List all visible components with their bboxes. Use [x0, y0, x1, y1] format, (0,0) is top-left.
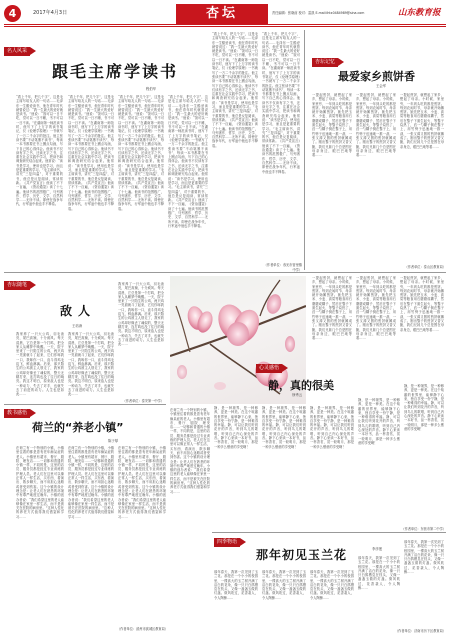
article-5-title: 静，真的很美	[268, 379, 334, 392]
column-tag-5: 心灵感悟	[256, 364, 282, 373]
article-6-body-col4: 那年春天，我第一次见到了玉兰花。那是在一个小小的校园里，一棵高大的玉兰树开满了洁白的花朵，像一只只白鸽栖息在枝头，又像一盏盏玉做的灯盏。微风吹过，花香袭人，令人陶醉……	[358, 556, 400, 591]
section-title: 杏坛	[205, 6, 238, 21]
article-5-body-col2: 静，是一种境界，是一种修养，更是一种美。在这个喧嚣的世界里，能够静下心来，独自享受一份宁静，是一种难得的幸福。静，可以让我们听到花开的声音，听到鸟儿的歌唱，听到自己内心深处的声音。静下心来读一本好书，品一杯香茗，赏一轮明月，那是一种多么惬意的享受啊！	[262, 406, 306, 449]
horizontal-divider-1	[4, 272, 446, 273]
article-6-body-col3: 那年春天，我第一次见到了玉兰花。那是在一个小小的校园里，一棵高大的玉兰树开满了洁白的花朵，像一只只白鸽栖息在枝头，又像一盏盏玉做的灯盏。微风吹过，花香袭人，令人陶醉……	[310, 570, 354, 600]
issue-date: 2017年4月3日	[33, 10, 68, 16]
page-number-badge	[4, 5, 21, 22]
article-4-title: 最爱家乡煎饼香	[338, 70, 415, 83]
column-tag-6: 四季物语	[214, 538, 240, 547]
article-6-ending: （作者单位：济南市历下区教育局）	[395, 629, 446, 633]
article-4-continued-3: 一提起煎饼，就想起了家乡，想起了母亲。小时候，家里穷，一年到头吃的都是煎饼。每到农闲时节，母亲就开始摊煎饼。她先把玉米、小麦、高粱等粮食用石磨磨成糊子，然后在鏊子下面生起火，等鏊子烧热了，舀一勺糊子倒在鏊子上，用竹劈子迅速地一推一刮，一张又薄又圆的煎饼就摊成了。刚出鏊子的煎饼又香又脆，我们兄妹几个总是围在母亲身边，眼巴巴地等着……	[400, 276, 444, 332]
article-4-body-col2: 一提起煎饼，就想起了家乡，想起了母亲。小时候，家里穷，一年到头吃的都是煎饼。每到农闲时节，母亲就开始摊煎饼。她先把玉米、小麦、高粱等粮食用石磨磨成糊子，然后在鏊子下面生起火，等鏊子烧热了，舀一勺糊子倒在鏊子上，用竹劈子迅速地一推一刮，一张又薄又圆的煎饼就摊成了。刚出鏊子的煎饼又香又脆，我们兄妹几个总是围在母亲身边，眼巴巴地等着……	[356, 93, 396, 158]
article-4-ending: （作者单位：泰山区教育局）	[404, 265, 446, 269]
article-5-body-col1: 静，是一种境界，是一种修养，更是一种美。在这个喧嚣的世界里，能够静下心来，独自享受一份宁静，是一种难得的幸福。静，可以让我们听到花开的声音，听到鸟儿的歌唱，听到自己内心深处的声音。静下心来读一本好书，品一杯香茗，赏一轮明月，那是一种多么惬意的享受啊！	[214, 406, 258, 449]
article-5-body-col4: 静，是一种境界，是一种修养，更是一种美。在这个喧嚣的世界里，能够静下心来，独自享受一份宁静，是一种难得的幸福。静，可以让我们听到花开的声音，听到鸟儿的歌唱，听到自己内心深处的声音。静下心来读一本好书，品一杯香茗，赏一轮明月，那是一种多么惬意的享受啊！	[358, 398, 400, 445]
article-5-author: 徐秀云	[292, 393, 303, 397]
horizontal-divider-3	[212, 532, 446, 533]
article-4-continued-2: 一提起煎饼，就想起了家乡，想起了母亲。小时候，家里穷，一年到头吃的都是煎饼。每到农闲时节，母亲就开始摊煎饼。她先把玉米、小麦、高粱等粮食用石磨磨成糊子，然后在鏊子下面生起火，等鏊子烧热了，舀一勺糊子倒在鏊子上，用竹劈子迅速地一推一刮，一张又薄又圆的煎饼就摊成了。刚出鏊子的煎饼又香又脆，我们兄妹几个总是围在母亲身边，眼巴巴地等着……	[356, 276, 396, 341]
article-6-body-col2: 那年春天，我第一次见到了玉兰花。那是在一个小小的校园里，一棵高大的玉兰树开满了洁白的花朵，像一只只白鸽栖息在枝头，又像一盏盏玉做的灯盏。微风吹过，花香袭人，令人陶醉……	[262, 570, 306, 600]
masthead-logo	[398, 6, 441, 18]
article-2-author: 王培涛	[72, 324, 83, 328]
article-1-ending: （作者单位：寿光市营里镇中学）	[263, 263, 302, 272]
page-number: 4	[8, 7, 17, 20]
editor-info: 责任编辑：张晓前 校对：雷凯 E-mail:lhtx0484989@sina.com	[272, 11, 365, 15]
article-1-body-col2: “看上千年，把几个字”，这是毛主席写给友人的一句话……毛泽东一生酷爱读书，他在青年时代就曾说过：“我一生最大的爱好就是读书。”他说：“饭可以一日不吃，觉可以一日不睡，书不可以一日不读。”在湖南第一师范读书时，他写下了上万字的读书笔记，仅《伦理学原理》一书就写了一万二千余字的批注。他主张读书要“不动笔墨不读书”，每读一本书都要在书上圈点勾画，写下自己的心得体会。他读书不仅读有字之书，还读无字之书，注重在社会实践中学习，把读书和调查研究结合起来。他常说：“读书是学习，使用也是学习，而且是更重要的学习。”毛主席读书，讲究“三复四温”，对于重要的书，他总是反复阅读，常读常新。《共产党宣言》他读了不下一百遍，《资治通鉴》读了十七遍。他读书的范围极广，马列著作、哲学、历史、文学、自然科学……无所不读。即使在战争年代，行军途中他也手不释卷。	[68, 95, 114, 211]
article-3-ending: （作者单位：滨州市滨城区教育局）	[117, 627, 168, 631]
article-1-body-col6: “看上千年，把几个字”，这是毛主席写给友人的一句话……毛泽东一生酷爱读书，他在青年时代就曾说过：“我一生最大的爱好就是读书。”他说：“饭可以一日不吃，觉可以一日不睡，书不可以一日不读。”在湖南第一师范读书时，他写下了上万字的读书笔记，仅《伦理学原理》一书就写了一万二千余字的批注。他主张读书要“不动笔墨不读书”，每读一本书都要在书上圈点勾画，写下自己的心得体会。他读书不仅读有字之书，还读无字之书，注重在社会实践中学习，把读书和调查研究结合起来。他常说：“读书是学习，使用也是学习，而且是更重要的学习。”毛主席读书，讲究“三复四温”，对于重要的书，他总是反复阅读，常读常新。《共产党宣言》他读了不下一百遍，《资治通鉴》读了十七遍。他读书的范围极广，马列著作、哲学、历史、文学、自然科学……无所不读。即使在战争年代，行军途中他也手不释卷。	[262, 32, 300, 174]
article-3-body-col3: 在荷兰有一个特别的小镇，小镇里住着的都是患有老年痴呆症的老人。小镇里有超市、餐厅、剧院、理发店……一切都和普通的小镇一样，不同的是，这里的店员、服务员都是经过专业训练的护理人员。老人们在这里可以像正常人一样生活，买东西、看演出、散步聊天，而不用担心迷路或者受到伤害。这个小镇的设计理念是：让老人们在熟悉的环境中有尊严地度过晚年。小镇的创办者说：“我们希望这里的老人能够像在家里一样生活，而不是被关在医院的病房里。”这种人性化的养老方式值得我们借鉴和学习……	[118, 446, 166, 519]
horizontal-divider-2	[4, 404, 166, 405]
article-4-author: 王会军	[376, 84, 387, 88]
header-rule-thin	[4, 26, 446, 27]
article-3-author: 陈子厚	[108, 439, 119, 443]
vertical-divider-1	[304, 30, 305, 270]
article-1-body-col5: “看上千年，把几个字”，这是毛主席写给友人的一句话……毛泽东一生酷爱读书，他在青年时代就曾说过：“我一生最大的爱好就是读书。”他说：“饭可以一日不吃，觉可以一日不睡，书不可以一日不读。”在湖南第一师范读书时，他写下了上万字的读书笔记，仅《伦理学原理》一书就写了一万二千余字的批注。他主张读书要“不动笔墨不读书”，每读一本书都要在书上圈点勾画，写下自己的心得体会。他读书不仅读有字之书，还读无字之书，注重在社会实践中学习，把读书和调查研究结合起来。他常说：“读书是学习，使用也是学习，而且是更重要的学习。”毛主席读书，讲究“三复四温”，对于重要的书，他总是反复阅读，常读常新。《共产党宣言》他读了不下一百遍，《资治通鉴》读了十七遍。他读书的范围极广，马列著作、哲学、历史、文学、自然科学……无所不读。即使在战争年代，行军途中他也手不释卷。	[212, 32, 258, 148]
article-1-body-col1: “看上千年，把几个字”，这是毛主席写给友人的一句话……毛泽东一生酷爱读书，他在青年时代就曾说过：“我一生最大的爱好就是读书。”他说：“饭可以一日不吃，觉可以一日不睡，书不可以一日不读。”在湖南第一师范读书时，他写下了上万字的读书笔记，仅《伦理学原理》一书就写了一万二千余字的批注。他主张读书要“不动笔墨不读书”，每读一本书都要在书上圈点勾画，写下自己的心得体会。他读书不仅读有字之书，还读无字之书，注重在社会实践中学习，把读书和调查研究结合起来。他常说：“读书是学习，使用也是学习，而且是更重要的学习。”毛主席读书，讲究“三复四温”，对于重要的书，他总是反复阅读，常读常新。《共产党宣言》他读了不下一百遍，《资治通鉴》读了十七遍。他读书的范围极广，马列著作、哲学、历史、文学、自然科学……无所不读。即使在战争年代，行军途中他也手不释卷。	[16, 95, 63, 207]
article-4-body-col3: 一提起煎饼，就想起了家乡，想起了母亲。小时候，家里穷，一年到头吃的都是煎饼。每到农闲时节，母亲就开始摊煎饼。她先把玉米、小麦、高粱等粮食用石磨磨成糊子，然后在鏊子下面生起火，等鏊子烧热了，舀一勺糊子倒在鏊子上，用竹劈子迅速地一推一刮，一张又薄又圆的煎饼就摊成了。刚出鏊子的煎饼又香又脆，我们兄妹几个总是围在母亲身边，眼巴巴地等着……	[400, 93, 444, 149]
article-3-title: 荷兰的“养老小镇”	[32, 421, 124, 434]
article-3-col-mid1: 在荷兰有一个特别的小镇，小镇里住着的都是患有老年痴呆症的老人。小镇里有超市、餐厅、剧院、理发店……一切都和普通的小镇一样，不同的是，这里的店员、服务员都是经过专业训练的护理人员。老人们在这里可以像正常人一样生活，买东西、看演出、散步聊天，而不用担心迷路或者受到伤害。这个小镇的设计理念是：让老人们在熟悉的环境中有尊严地度过晚年。小镇的创办者说：“我们希望这里的老人能够像在家里一样生活，而不是被关在医院的病房里。”这种人性化的养老方式值得我们借鉴和学习……	[170, 408, 210, 494]
article-1-title: 跟毛主席学读书	[52, 62, 179, 81]
article-2-body-col3: 我家养了一只大公鸡，羽毛油亮，尾巴高翘，十分威风。每天清晨，它总是第一个打鸣，把全家人从睡梦中唤醒。一天，院子里来了一只陌生的公鸡，两只鸡一见面就斗了起来，它们你啄我一口，我啄你一口，直斗得鸡毛乱飞，鲜血淋漓。后来，那只陌生的公鸡被主人领走了，我家的公鸡却好像丢了魂似的，整天无精打采，连打鸣也没了往日的响亮。我这才明白，原来敌人也是一种动力，失去了对手，也就失去了前进的动力。人生也是如此……	[118, 282, 164, 347]
page-header	[0, 0, 450, 30]
header-rule	[4, 24, 446, 25]
article-1-author: 程伯华	[146, 87, 157, 91]
column-tag-2: 杏坛随笔	[4, 281, 30, 290]
article-4-continued: 一提起煎饼，就想起了家乡，想起了母亲。小时候，家里穷，一年到头吃的都是煎饼。每到农闲时节，母亲就开始摊煎饼。她先把玉米、小麦、高粱等粮食用石磨磨成糊子，然后在鏊子下面生起火，等鏊子烧热了，舀一勺糊子倒在鏊子上，用竹劈子迅速地一推一刮，一张又薄又圆的煎饼就摊成了。刚出鏊子的煎饼又香又脆，我们兄妹几个总是围在母亲身边，眼巴巴地等着……	[312, 276, 352, 341]
column-tag-3: 教书感悟	[4, 409, 30, 418]
article-2-body-col1: 我家养了一只大公鸡，羽毛油亮，尾巴高翘，十分威风。每天清晨，它总是第一个打鸣，把全家人从睡梦中唤醒。一天，院子里来了一只陌生的公鸡，两只鸡一见面就斗了起来，它们你啄我一口，我啄你一口，直斗得鸡毛乱飞，鲜血淋漓。后来，那只陌生的公鸡被主人领走了，我家的公鸡却好像丢了魂似的，整天无精打采，连打鸣也没了往日的响亮。我这才明白，原来敌人也是一种动力，失去了对手，也就失去了前进的动力。人生也是如此……	[16, 332, 64, 397]
article-4-body-col1: 一提起煎饼，就想起了家乡，想起了母亲。小时候，家里穷，一年到头吃的都是煎饼。每到农闲时节，母亲就开始摊煎饼。她先把玉米、小麦、高粱等粮食用石磨磨成糊子，然后在鏊子下面生起火，等鏊子烧热了，舀一勺糊子倒在鏊子上，用竹劈子迅速地一推一刮，一张又薄又圆的煎饼就摊成了。刚出鏊子的煎饼又香又脆，我们兄妹几个总是围在母亲身边，眼巴巴地等着……	[312, 93, 352, 158]
section-banner	[176, 4, 268, 24]
article-5-ending: （作者单位：东营市第二中学）	[401, 527, 446, 531]
article-6-body-col1: 那年春天，我第一次见到了玉兰花。那是在一个小小的校园里，一棵高大的玉兰树开满了洁白的花朵，像一只只白鸽栖息在枝头，又像一盏盏玉做的灯盏。微风吹过，花香袭人，令人陶醉……	[214, 570, 258, 600]
article-6-title: 那年初见玉兰花	[256, 548, 348, 562]
article-1-body-col3: “看上千年，把几个字”，这是毛主席写给友人的一句话……毛泽东一生酷爱读书，他在青年时代就曾说过：“我一生最大的爱好就是读书。”他说：“饭可以一日不吃，觉可以一日不睡，书不可以一日不读。”在湖南第一师范读书时，他写下了上万字的读书笔记，仅《伦理学原理》一书就写了一万二千余字的批注。他主张读书要“不动笔墨不读书”，每读一本书都要在书上圈点勾画，写下自己的心得体会。他读书不仅读有字之书，还读无字之书，注重在社会实践中学习，把读书和调查研究结合起来。他常说：“读书是学习，使用也是学习，而且是更重要的学习。”毛主席读书，讲究“三复四温”，对于重要的书，他总是反复阅读，常读常新。《共产党宣言》他读了不下一百遍，《资治通鉴》读了十七遍。他读书的范围极广，马列著作、哲学、历史、文学、自然科学……无所不读。即使在战争年代，行军途中他也手不释卷。	[118, 95, 164, 211]
article-3-body-col1: 在荷兰有一个特别的小镇，小镇里住着的都是患有老年痴呆症的老人。小镇里有超市、餐厅、剧院、理发店……一切都和普通的小镇一样，不同的是，这里的店员、服务员都是经过专业训练的护理人员。老人们在这里可以像正常人一样生活，买东西、看演出、散步聊天，而不用担心迷路或者受到伤害。这个小镇的设计理念是：让老人们在熟悉的环境中有尊严地度过晚年。小镇的创办者说：“我们希望这里的老人能够像在家里一样生活，而不是被关在医院的病房里。”这种人性化的养老方式值得我们借鉴和学习……	[16, 446, 64, 519]
article-3-body-col2: 在荷兰有一个特别的小镇，小镇里住着的都是患有老年痴呆症的老人。小镇里有超市、餐厅、剧院、理发店……一切都和普通的小镇一样，不同的是，这里的店员、服务员都是经过专业训练的护理人员。老人们在这里可以像正常人一样生活，买东西、看演出、散步聊天，而不用担心迷路或者受到伤害。这个小镇的设计理念是：让老人们在熟悉的环境中有尊严地度过晚年。小镇的创办者说：“我们希望这里的老人能够像在家里一样生活，而不是被关在医院的病房里。”这种人性化的养老方式值得我们借鉴和学习……	[68, 446, 114, 519]
column-tag-1: 名人风采	[4, 47, 30, 56]
column-tag-4: 杏坛记忆	[312, 58, 338, 67]
paper-name: 山东教育报	[398, 8, 441, 18]
article-5-body-col3: 静，是一种境界，是一种修养，更是一种美。在这个喧嚣的世界里，能够静下心来，独自享受一份宁静，是一种难得的幸福。静，可以让我们听到花开的声音，听到鸟儿的歌唱，听到自己内心深处的声音。静下心来读一本好书，品一杯香茗，赏一轮明月，那是一种多么惬意的享受啊！	[310, 406, 354, 449]
article-6-body-col5: 那年春天，我第一次见到了玉兰花。那是在一个小小的校园里，一棵高大的玉兰树开满了洁白的花朵，像一只只白鸽栖息在枝头，又像一盏盏玉做的灯盏。微风吹过，花香袭人，令人陶醉……	[404, 540, 444, 575]
article-1-body-col4: “看上千年，把几个字”，这是毛主席写给友人的一句话……毛泽东一生酷爱读书，他在青年时代就曾说过：“我一生最大的爱好就是读书。”他说：“饭可以一日不吃，觉可以一日不睡，书不可以一日不读。”在湖南第一师范读书时，他写下了上万字的读书笔记，仅《伦理学原理》一书就写了一万二千余字的批注。他主张读书要“不动笔墨不读书”，每读一本书都要在书上圈点勾画，写下自己的心得体会。他读书不仅读有字之书，还读无字之书，注重在社会实践中学习，把读书和调查研究结合起来。他常说：“读书是学习，使用也是学习，而且是更重要的学习。”毛主席读书，讲究“三复四温”，对于重要的书，他总是反复阅读，常读常新。《共产党宣言》他读了不下一百遍，《资治通鉴》读了十七遍。他读书的范围极广，马列著作、哲学、历史、文学、自然科学……无所不读。即使在战争年代，行军途中他也手不释卷。	[168, 95, 208, 228]
article-2-ending: （作者单位：泰安第一中学）	[122, 399, 164, 403]
article-2-body-col2: 我家养了一只大公鸡，羽毛油亮，尾巴高翘，十分威风。每天清晨，它总是第一个打鸣，把全家人从睡梦中唤醒。一天，院子里来了一只陌生的公鸡，两只鸡一见面就斗了起来，它们你啄我一口，我啄你一口，直斗得鸡毛乱飞，鲜血淋漓。后来，那只陌生的公鸡被主人领走了，我家的公鸡却好像丢了魂似的，整天无精打采，连打鸣也没了往日的响亮。我这才明白，原来敌人也是一种动力，失去了对手，也就失去了前进的动力。人生也是如此……	[68, 332, 114, 397]
article-6-author: 李彦莲	[372, 547, 383, 551]
article-5-body-col5: 静，是一种境界，是一种修养，更是一种美。在这个喧嚣的世界里，能够静下心来，独自享受一份宁静，是一种难得的幸福。静，可以让我们听到花开的声音，听到鸟儿的歌唱，听到自己内心深处的声音。静下心来读一本好书，品一杯香茗，赏一轮明月，那是一种多么惬意的享受啊！	[404, 384, 444, 431]
article-2-title: 敌人	[60, 304, 97, 318]
